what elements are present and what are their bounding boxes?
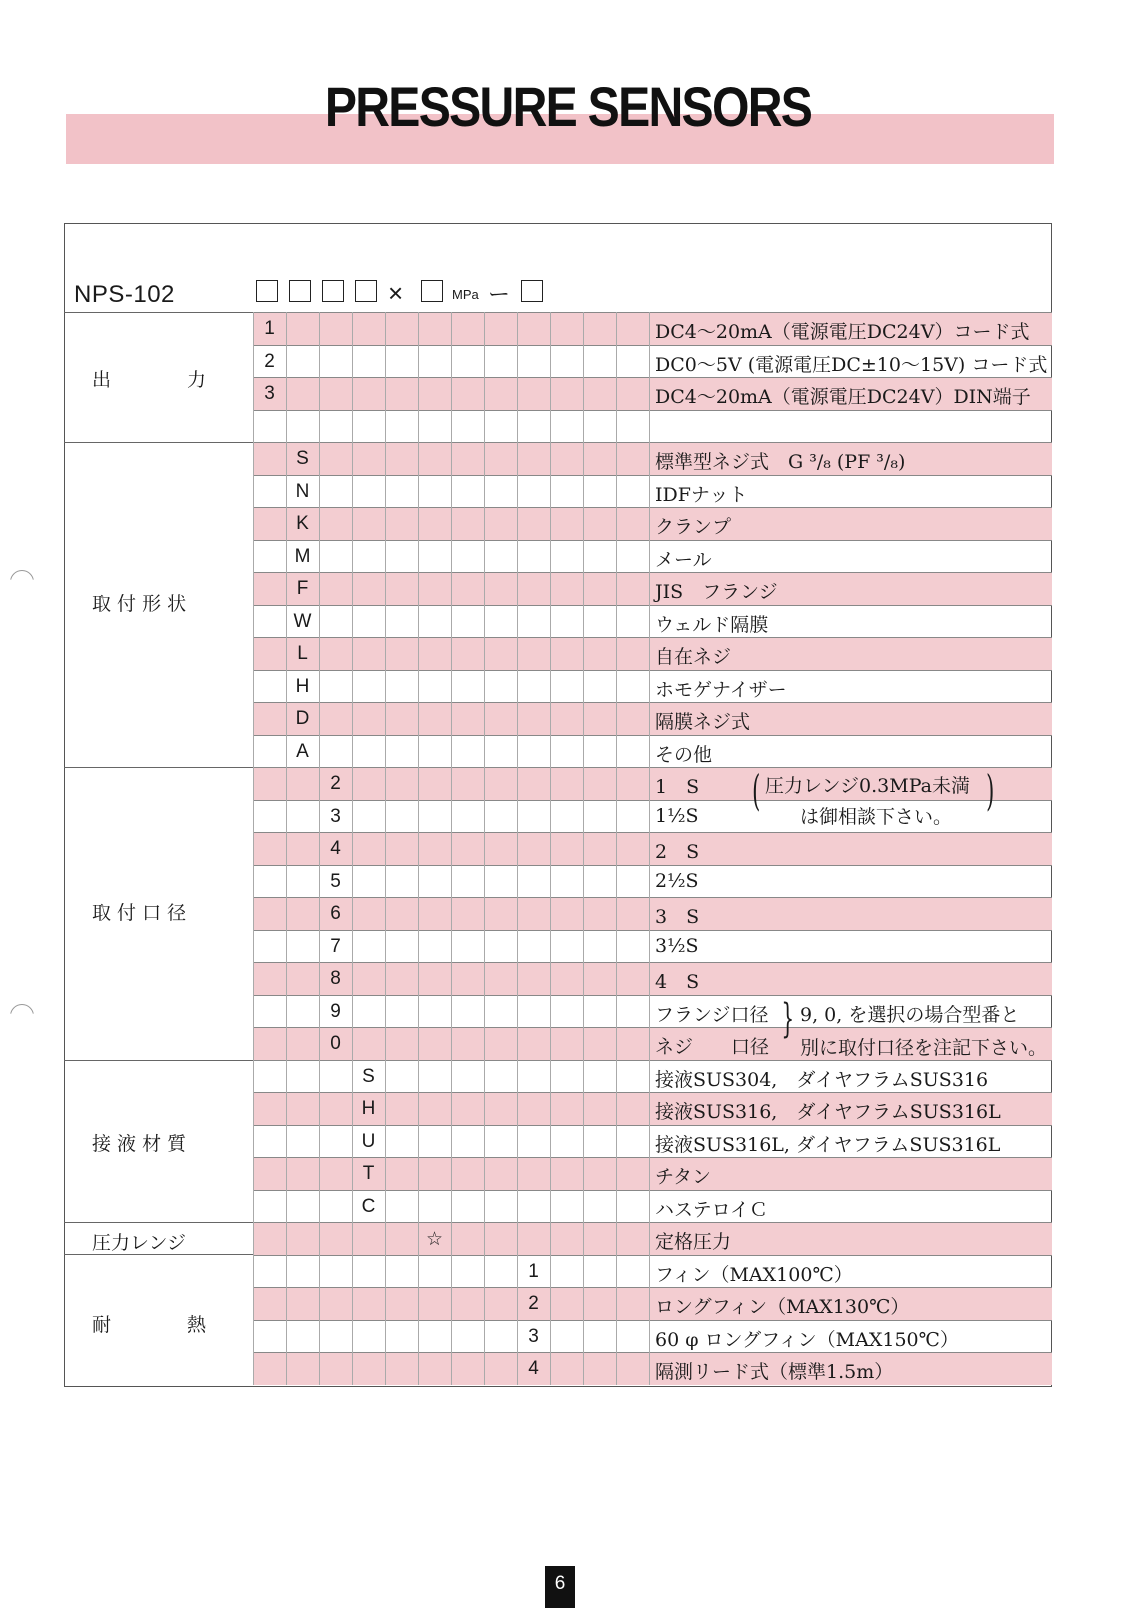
spec-row — [253, 637, 1052, 670]
grid-column-line — [583, 312, 584, 1385]
option-description: DC4～20mA（電源電圧DC24V）DIN端子 — [655, 386, 1031, 408]
option-code: ☆ — [425, 1229, 444, 1250]
range-note-line2: は御相談下さい。 — [800, 806, 953, 828]
option-description: 60 φ ロングフィン（MAX150℃） — [655, 1328, 959, 1351]
option-description: 標準型ネジ式 G ³/₈ (PF ³/₈) — [655, 451, 906, 473]
option-code: C — [361, 1195, 376, 1217]
category-divider — [64, 1254, 253, 1255]
option-code: 3 — [264, 383, 275, 404]
option-code: 3 — [330, 805, 341, 827]
range-note-line1: 圧力レンジ0.3MPa未満 — [765, 775, 970, 797]
category-divider — [64, 767, 253, 768]
spec-row — [253, 832, 1052, 865]
spec-row — [253, 702, 1052, 735]
spec-row — [253, 442, 1052, 475]
dash-symbol: ー — [488, 282, 511, 307]
option-code: 8 — [330, 968, 341, 989]
option-code: 2 — [330, 773, 341, 794]
option-description: ウェルド隔膜 — [655, 613, 769, 636]
paren-open: ( — [752, 766, 761, 815]
option-description: 2 S — [655, 841, 700, 863]
option-code: 9 — [330, 1000, 341, 1022]
option-code: 3 — [528, 1325, 539, 1347]
grid-column-line — [253, 312, 254, 1385]
option-code: S — [296, 448, 309, 469]
category-mount-size: 取 付 口 径 — [92, 902, 187, 924]
code-box-3 — [322, 280, 344, 302]
option-code: H — [295, 675, 310, 697]
option-description: 隔膜ネジ式 — [655, 711, 751, 733]
spec-row — [253, 605, 1052, 638]
option-description: DC4～20mA（電源電圧DC24V）コード式 — [655, 321, 1030, 343]
category-divider — [64, 1222, 253, 1223]
code-box-1 — [256, 280, 278, 302]
grid-column-line — [517, 312, 518, 1385]
spec-row — [253, 1352, 1052, 1385]
page-number: 6 — [545, 1566, 575, 1608]
code-box-4 — [355, 280, 377, 302]
spec-row — [253, 540, 1052, 573]
option-description: フランジ口径 — [655, 1003, 769, 1026]
option-description: ホモゲナイザー — [655, 678, 787, 701]
page-title: PRESSURE SENSORS — [324, 75, 812, 138]
option-description: ハステロイＣ — [655, 1198, 769, 1221]
option-description: 接液SUS304, ダイヤフラムSUS316 — [655, 1068, 989, 1091]
option-description: DC0～5V (電源電圧DC±10～15V) コード式 — [655, 353, 1048, 376]
spec-row — [253, 1287, 1052, 1320]
option-description: 接液SUS316L, ダイヤフラムSUS316L — [655, 1133, 1001, 1156]
option-code: 2 — [264, 350, 275, 372]
option-code: 6 — [330, 903, 341, 924]
option-code: 2 — [528, 1293, 539, 1314]
code-box-2 — [289, 280, 311, 302]
option-description: その他 — [655, 743, 713, 766]
spec-row — [253, 1255, 1052, 1288]
category-divider — [64, 442, 253, 443]
option-description: 接液SUS316, ダイヤフラムSUS316L — [655, 1101, 1001, 1123]
category-divider — [64, 312, 253, 313]
spec-row — [253, 475, 1052, 508]
grid-column-line — [385, 312, 386, 1385]
spec-row — [253, 410, 1052, 443]
category-pressure-range: 圧力レンジ — [92, 1232, 187, 1254]
punch-hole-top — [10, 570, 34, 594]
spec-row — [253, 865, 1052, 898]
option-code: 7 — [330, 935, 341, 957]
option-description: JIS フランジ — [655, 581, 778, 603]
option-code: L — [297, 643, 308, 664]
option-code: 0 — [330, 1033, 341, 1054]
option-code: N — [295, 480, 310, 502]
option-description: 隔測リード式（標準1.5m） — [655, 1361, 894, 1383]
grid-column-line — [616, 312, 617, 1385]
option-description: ネジ 口径 — [655, 1036, 770, 1058]
category-mount-shape: 取 付 形 状 — [92, 593, 187, 615]
grid-column-line — [451, 312, 452, 1385]
paren-close: ) — [986, 766, 995, 815]
option-description: 4 S — [655, 971, 700, 993]
spec-row — [253, 735, 1052, 768]
grid-column-line — [319, 312, 320, 1385]
option-description: 3 S — [655, 906, 700, 928]
option-code: W — [293, 610, 312, 632]
code-box-5 — [421, 280, 443, 302]
option-description: 自在ネジ — [655, 646, 732, 668]
spec-row — [253, 507, 1052, 540]
option-description: IDFナット — [655, 483, 748, 506]
option-code: S — [362, 1065, 375, 1087]
option-description: メール — [655, 548, 712, 571]
punch-hole-bottom — [10, 1004, 34, 1028]
spec-row — [253, 930, 1052, 963]
option-code: H — [361, 1098, 376, 1119]
grid-column-line — [352, 312, 353, 1385]
option-code: 4 — [528, 1358, 539, 1379]
grid-column-line — [418, 312, 419, 1385]
grid-column-line — [550, 312, 551, 1385]
category-heat-resistance: 耐 熱 — [92, 1314, 207, 1336]
spec-row — [253, 670, 1052, 703]
option-code: 1 — [528, 1260, 539, 1282]
category-divider — [64, 1060, 253, 1061]
option-code: D — [295, 708, 310, 729]
option-description: チタン — [655, 1166, 712, 1188]
option-description: 1½S — [655, 804, 699, 827]
option-code: T — [362, 1163, 375, 1184]
spec-row — [253, 897, 1052, 930]
option-code: 5 — [330, 870, 341, 892]
times-symbol: × — [388, 278, 404, 308]
option-code: K — [296, 513, 309, 534]
spec-row — [253, 962, 1052, 995]
model-number: NPS-102 — [74, 281, 175, 308]
category-output: 出 力 — [92, 369, 207, 391]
option-description: フィン（MAX100℃） — [655, 1263, 853, 1286]
flange-note-line2: 別に取付口径を注記下さい。 — [800, 1037, 1048, 1059]
option-description: 3½S — [655, 934, 699, 957]
option-code: F — [296, 578, 309, 599]
option-code: 1 — [264, 318, 275, 339]
spec-row — [253, 572, 1052, 605]
option-description: ロングフィン（MAX130℃） — [655, 1296, 910, 1318]
unit-label: MPa — [452, 287, 479, 302]
grid-column-line — [286, 312, 287, 1385]
option-code: 4 — [330, 838, 341, 859]
grid-column-line — [649, 312, 650, 1385]
option-description: クランプ — [655, 516, 732, 538]
option-code: A — [296, 740, 309, 762]
spec-row — [253, 1222, 1052, 1255]
code-box-6 — [521, 280, 543, 302]
option-code: M — [294, 545, 311, 567]
category-wetted-material: 接 液 材 質 — [92, 1133, 187, 1155]
option-description: 定格圧力 — [655, 1231, 732, 1253]
flange-note-line1: 9, 0, を選択の場合型番と — [800, 1004, 1020, 1026]
brace: } — [781, 996, 795, 1042]
grid-column-line — [484, 312, 485, 1385]
option-description: 1 S — [655, 776, 700, 798]
option-description: 2½S — [655, 869, 699, 892]
option-code: U — [361, 1130, 376, 1152]
